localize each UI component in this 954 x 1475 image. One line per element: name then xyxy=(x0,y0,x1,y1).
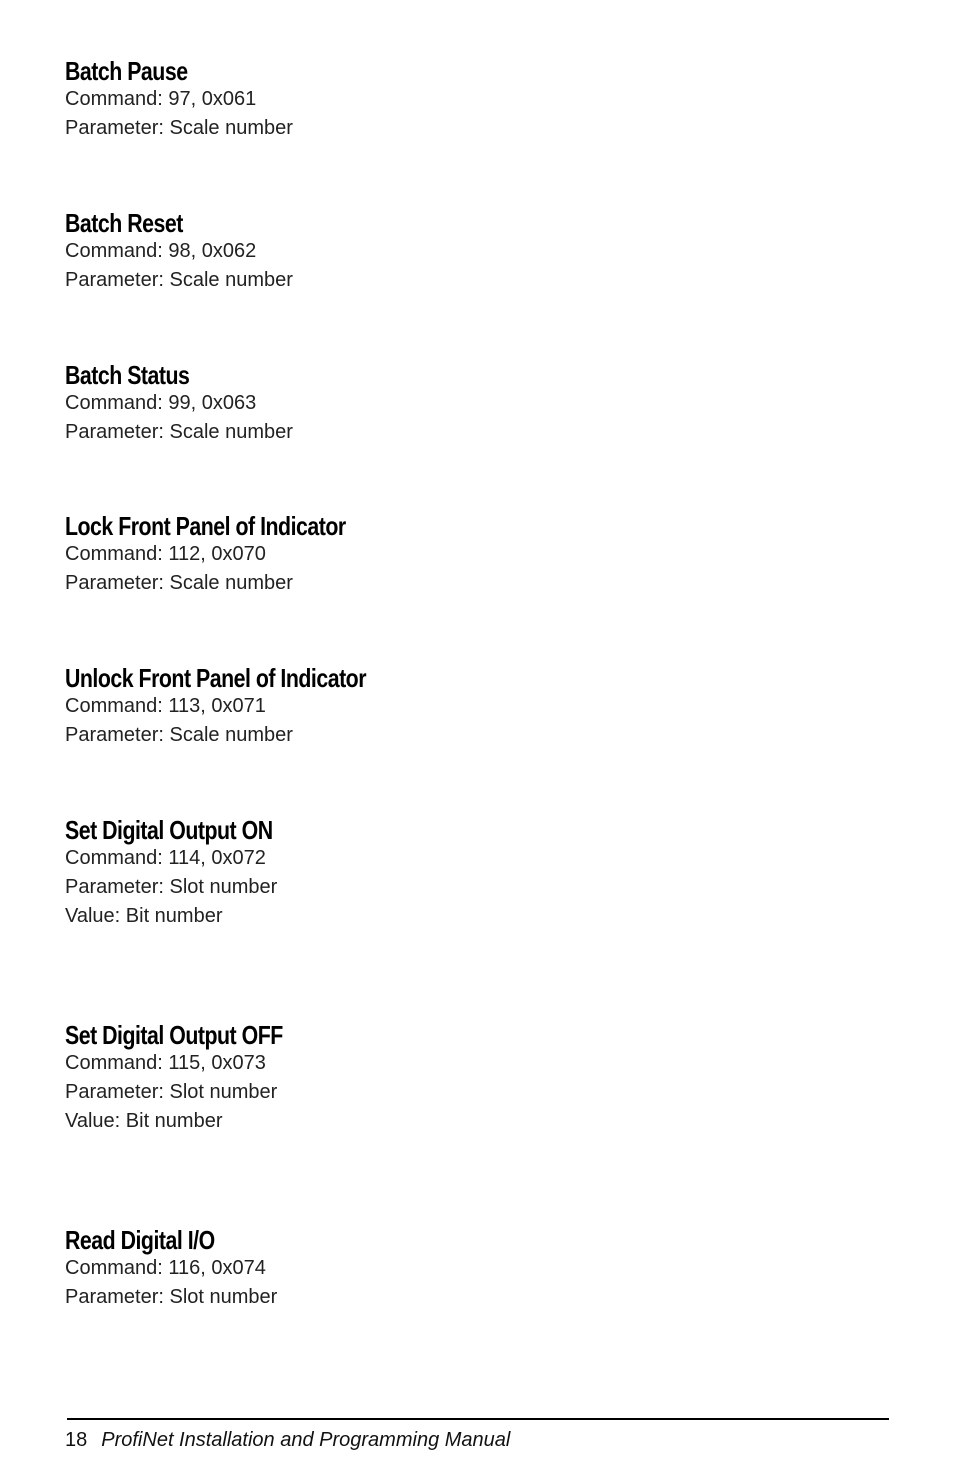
section-title: Batch Reset xyxy=(65,208,183,238)
section-title: Lock Front Panel of Indicator xyxy=(65,511,346,541)
section-title: Batch Status xyxy=(65,360,190,390)
section-unlock-front-panel xyxy=(65,664,865,750)
section-lock-front-panel xyxy=(65,512,865,598)
section-set-digital-output-off xyxy=(65,1021,865,1136)
parameter-line: Parameter: Slot number xyxy=(65,1286,278,1308)
footer-divider xyxy=(67,1418,889,1420)
section-read-digital-io xyxy=(65,1226,865,1312)
command-line: Command: 97, 0x061 xyxy=(65,88,257,110)
parameter-line: Parameter: Slot number xyxy=(65,1081,278,1103)
parameter-line: Parameter: Slot number xyxy=(65,876,278,898)
command-line: Command: 115, 0x073 xyxy=(65,1052,266,1074)
parameter-line: Parameter: Scale number xyxy=(65,269,293,291)
section-title: Read Digital I/O xyxy=(65,1225,215,1255)
parameter-line: Parameter: Scale number xyxy=(65,117,293,139)
value-line: Value: Bit number xyxy=(65,905,223,927)
command-line: Command: 98, 0x062 xyxy=(65,240,257,262)
section-title: Set Digital Output OFF xyxy=(65,1020,283,1050)
parameter-line: Parameter: Scale number xyxy=(65,421,293,443)
page-number: 18 xyxy=(65,1429,88,1451)
section-title: Batch Pause xyxy=(65,56,188,86)
document-title: ProfiNet Installation and Programming Manual xyxy=(101,1429,511,1451)
command-line: Command: 113, 0x071 xyxy=(65,695,266,717)
command-line: Command: 114, 0x072 xyxy=(65,847,266,869)
section-title: Unlock Front Panel of Indicator xyxy=(65,663,367,693)
page-footer xyxy=(65,1427,510,1453)
command-line: Command: 112, 0x070 xyxy=(65,543,266,565)
section-set-digital-output-on xyxy=(65,816,865,931)
parameter-line: Parameter: Scale number xyxy=(65,724,293,746)
command-line: Command: 116, 0x074 xyxy=(65,1257,266,1279)
parameter-line: Parameter: Scale number xyxy=(65,572,293,594)
section-batch-status xyxy=(65,361,865,447)
command-line: Command: 99, 0x063 xyxy=(65,392,257,414)
section-batch-reset xyxy=(65,209,865,295)
section-title: Set Digital Output ON xyxy=(65,815,273,845)
value-line: Value: Bit number xyxy=(65,1110,223,1132)
section-batch-pause xyxy=(65,57,865,143)
